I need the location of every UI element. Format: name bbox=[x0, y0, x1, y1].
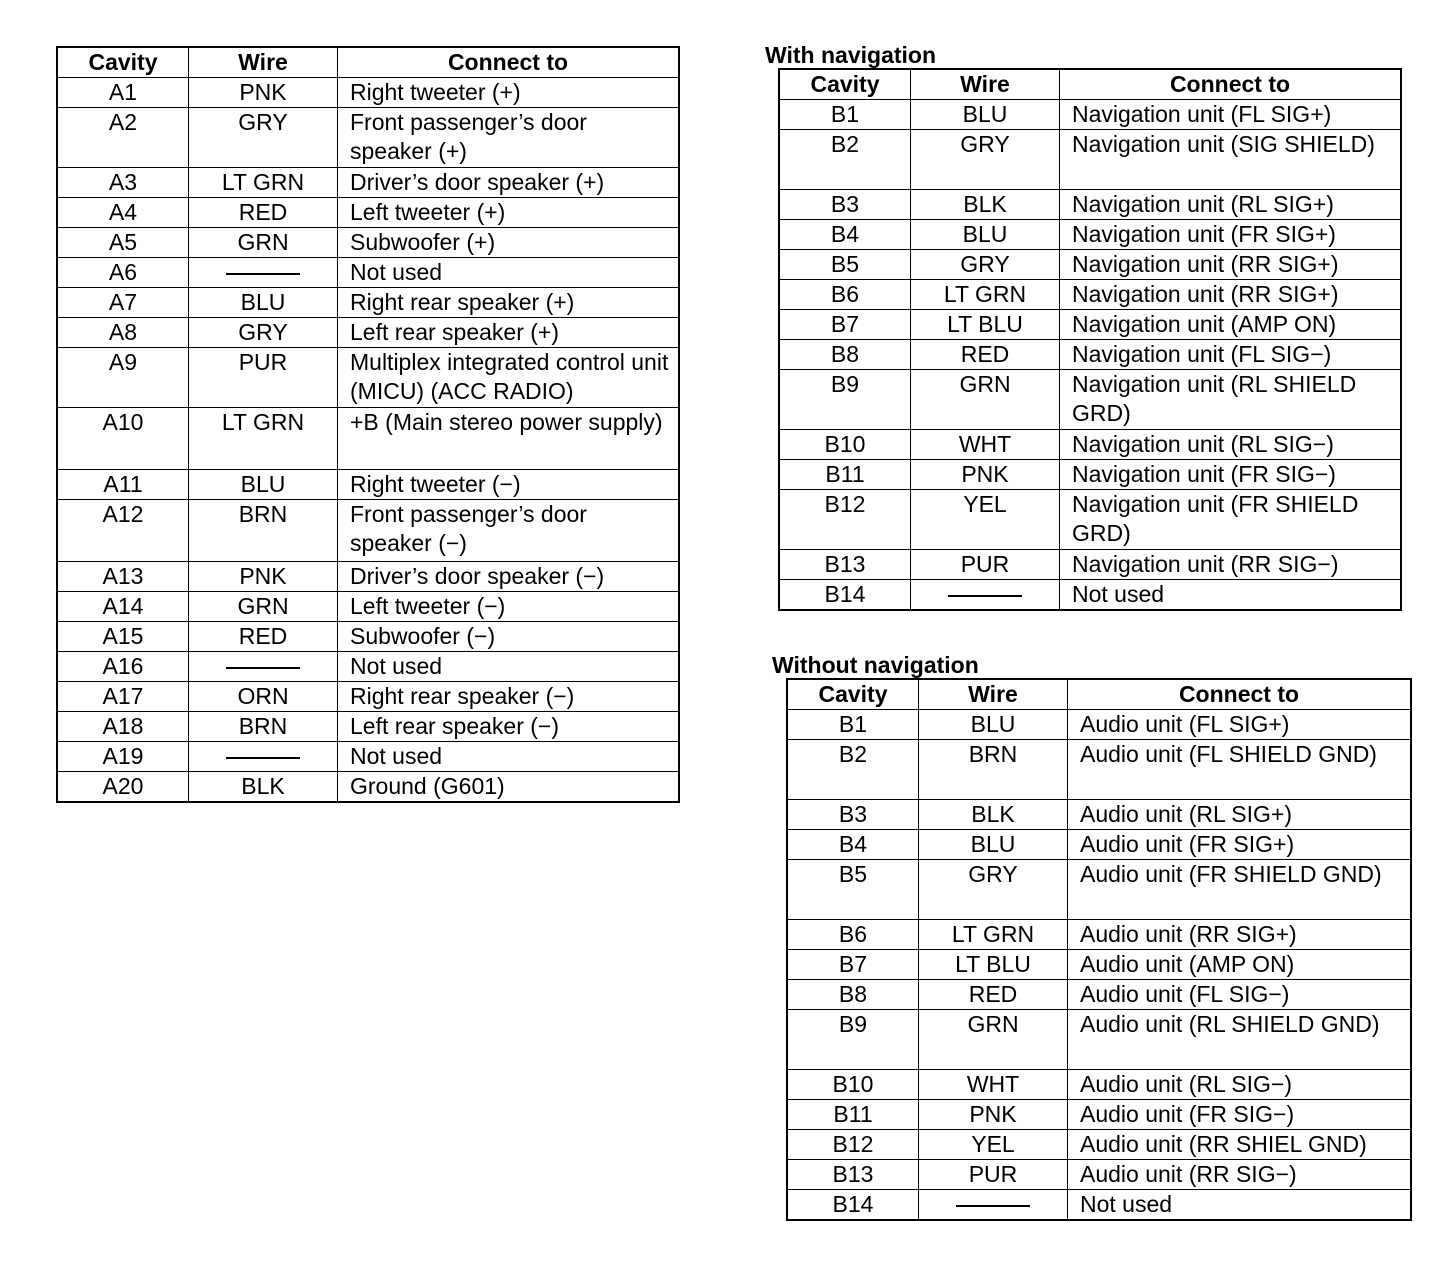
cavity-header: Cavity bbox=[57, 47, 189, 78]
wire-cell: PNK bbox=[189, 78, 338, 108]
connect-to-cell: Audio unit (FR SIG−) bbox=[1068, 1100, 1412, 1130]
connect-to-header: Connect to bbox=[338, 47, 680, 78]
wire-cell: BLK bbox=[911, 190, 1060, 220]
connect-to-cell: Left rear speaker (+) bbox=[338, 318, 680, 348]
connect-to-cell: Ground (G601) bbox=[338, 772, 680, 803]
dash-line bbox=[226, 757, 300, 759]
wire-cell: RED bbox=[189, 198, 338, 228]
wire-cell: GRY bbox=[911, 250, 1060, 280]
wire-cell: LT GRN bbox=[919, 920, 1068, 950]
wire-cell: LT BLU bbox=[919, 950, 1068, 980]
table-row bbox=[779, 220, 1401, 250]
connect-to-cell: Navigation unit (AMP ON) bbox=[1060, 310, 1402, 340]
cavity-cell: A1 bbox=[57, 78, 189, 108]
wire-cell-unused bbox=[189, 742, 338, 772]
connect-to-cell: Audio unit (RL SIG−) bbox=[1068, 1070, 1412, 1100]
cavity-cell: A13 bbox=[57, 562, 189, 592]
connect-to-cell: Driver’s door speaker (−) bbox=[338, 562, 680, 592]
cavity-cell: B1 bbox=[787, 710, 919, 740]
wire-cell: PNK bbox=[911, 460, 1060, 490]
connect-to-cell: Audio unit (AMP ON) bbox=[1068, 950, 1412, 980]
connect-to-cell: Audio unit (RL SHIELD GND) bbox=[1068, 1010, 1412, 1070]
connector-a-table bbox=[56, 46, 680, 803]
connect-to-header: Connect to bbox=[1060, 69, 1402, 100]
dash-line bbox=[226, 667, 300, 669]
connect-to-cell: Audio unit (FL SHIELD GND) bbox=[1068, 740, 1412, 800]
connect-to-cell: Right rear speaker (−) bbox=[338, 682, 680, 712]
table-row bbox=[779, 340, 1401, 370]
table-row bbox=[787, 980, 1411, 1010]
cavity-cell: A19 bbox=[57, 742, 189, 772]
table-row bbox=[787, 1190, 1411, 1221]
cavity-cell: A7 bbox=[57, 288, 189, 318]
table-row bbox=[57, 500, 679, 562]
cavity-cell: A5 bbox=[57, 228, 189, 258]
wire-cell: BLU bbox=[911, 100, 1060, 130]
wire-cell: BRN bbox=[189, 500, 338, 562]
connect-to-cell: Navigation unit (FR SHIELD GRD) bbox=[1060, 490, 1402, 550]
connect-to-cell: Not used bbox=[338, 652, 680, 682]
connect-to-cell: Navigation unit (SIG SHIELD) bbox=[1060, 130, 1402, 190]
cavity-cell: A6 bbox=[57, 258, 189, 288]
wire-cell: YEL bbox=[919, 1130, 1068, 1160]
wire-header: Wire bbox=[911, 69, 1060, 100]
connect-to-cell: Audio unit (FR SHIELD GND) bbox=[1068, 860, 1412, 920]
cavity-cell: B13 bbox=[779, 550, 911, 580]
connect-to-cell: Navigation unit (RL SHIELD GRD) bbox=[1060, 370, 1402, 430]
wire-cell: GRY bbox=[189, 108, 338, 168]
cavity-cell: A18 bbox=[57, 712, 189, 742]
wire-cell: PNK bbox=[919, 1100, 1068, 1130]
table-header-row bbox=[57, 47, 679, 78]
connect-to-cell: Audio unit (RR SHIEL GND) bbox=[1068, 1130, 1412, 1160]
connect-to-cell: Right tweeter (−) bbox=[338, 470, 680, 500]
cavity-cell: B2 bbox=[787, 740, 919, 800]
connect-to-cell: Audio unit (FR SIG+) bbox=[1068, 830, 1412, 860]
table-row bbox=[57, 682, 679, 712]
wire-cell: YEL bbox=[911, 490, 1060, 550]
table-row bbox=[57, 772, 679, 803]
wire-cell: RED bbox=[189, 622, 338, 652]
wire-cell: GRN bbox=[911, 370, 1060, 430]
wire-cell: WHT bbox=[911, 430, 1060, 460]
connect-to-cell: Right tweeter (+) bbox=[338, 78, 680, 108]
table-row bbox=[779, 280, 1401, 310]
table-row bbox=[787, 950, 1411, 980]
connect-to-header: Connect to bbox=[1068, 679, 1412, 710]
cavity-cell: A20 bbox=[57, 772, 189, 803]
connect-to-cell: Navigation unit (RL SIG+) bbox=[1060, 190, 1402, 220]
table-row bbox=[787, 740, 1411, 800]
wire-cell-unused bbox=[911, 580, 1060, 611]
cavity-cell: B12 bbox=[779, 490, 911, 550]
wire-cell-unused bbox=[189, 652, 338, 682]
wire-cell: GRN bbox=[189, 228, 338, 258]
wire-header: Wire bbox=[189, 47, 338, 78]
cavity-cell: A11 bbox=[57, 470, 189, 500]
cavity-cell: B6 bbox=[779, 280, 911, 310]
connector-b-without-navigation-table bbox=[786, 678, 1412, 1221]
wire-cell: GRY bbox=[919, 860, 1068, 920]
table-row bbox=[57, 108, 679, 168]
connect-to-cell: Left tweeter (−) bbox=[338, 592, 680, 622]
wire-cell: GRN bbox=[189, 592, 338, 622]
connect-to-cell: Navigation unit (RR SIG+) bbox=[1060, 250, 1402, 280]
table-row bbox=[787, 710, 1411, 740]
table-header-row bbox=[787, 679, 1411, 710]
connect-to-cell: Navigation unit (FL SIG−) bbox=[1060, 340, 1402, 370]
cavity-cell: B3 bbox=[779, 190, 911, 220]
wire-cell: PUR bbox=[911, 550, 1060, 580]
cavity-cell: B9 bbox=[779, 370, 911, 430]
connect-to-cell: Multiplex integrated control unit (MICU) (ACC RADIO) bbox=[338, 348, 680, 408]
table-row bbox=[787, 1160, 1411, 1190]
cavity-cell: B7 bbox=[787, 950, 919, 980]
cavity-cell: A15 bbox=[57, 622, 189, 652]
table-row bbox=[57, 78, 679, 108]
connect-to-cell: Navigation unit (RL SIG−) bbox=[1060, 430, 1402, 460]
table-row bbox=[779, 370, 1401, 430]
connect-to-cell: Subwoofer (+) bbox=[338, 228, 680, 258]
table-row bbox=[787, 830, 1411, 860]
cavity-cell: B9 bbox=[787, 1010, 919, 1070]
wire-cell: LT GRN bbox=[189, 168, 338, 198]
cavity-cell: A16 bbox=[57, 652, 189, 682]
table-row bbox=[57, 742, 679, 772]
connect-to-cell: Navigation unit (RR SIG−) bbox=[1060, 550, 1402, 580]
connect-to-cell: Not used bbox=[338, 742, 680, 772]
cavity-cell: B14 bbox=[779, 580, 911, 611]
connect-to-cell: +B (Main stereo power supply) bbox=[338, 408, 680, 470]
without-navigation-title: Without navigation bbox=[772, 652, 979, 678]
wire-cell: PUR bbox=[919, 1160, 1068, 1190]
cavity-cell: B5 bbox=[779, 250, 911, 280]
cavity-cell: A12 bbox=[57, 500, 189, 562]
connect-to-cell: Left tweeter (+) bbox=[338, 198, 680, 228]
wire-cell: PNK bbox=[189, 562, 338, 592]
wire-cell-unused bbox=[189, 258, 338, 288]
wire-cell: RED bbox=[911, 340, 1060, 370]
table-row bbox=[787, 1100, 1411, 1130]
table-row bbox=[779, 490, 1401, 550]
connect-to-cell: Not used bbox=[1060, 580, 1402, 611]
wire-cell: GRY bbox=[911, 130, 1060, 190]
wire-cell: BLU bbox=[189, 288, 338, 318]
connect-to-cell: Front passenger’s door speaker (−) bbox=[338, 500, 680, 562]
table-row bbox=[57, 652, 679, 682]
connect-to-cell: Audio unit (RR SIG+) bbox=[1068, 920, 1412, 950]
table-row bbox=[787, 920, 1411, 950]
table-row bbox=[787, 1130, 1411, 1160]
connect-to-cell: Not used bbox=[1068, 1190, 1412, 1221]
cavity-cell: B4 bbox=[779, 220, 911, 250]
connect-to-cell: Audio unit (RR SIG−) bbox=[1068, 1160, 1412, 1190]
table-row bbox=[779, 580, 1401, 611]
connect-to-cell: Driver’s door speaker (+) bbox=[338, 168, 680, 198]
table-row bbox=[57, 592, 679, 622]
cavity-cell: B3 bbox=[787, 800, 919, 830]
wire-cell-unused bbox=[919, 1190, 1068, 1221]
connect-to-cell: Left rear speaker (−) bbox=[338, 712, 680, 742]
table-row bbox=[779, 310, 1401, 340]
wire-cell: RED bbox=[919, 980, 1068, 1010]
connect-to-cell: Navigation unit (FR SIG−) bbox=[1060, 460, 1402, 490]
connect-to-cell: Subwoofer (−) bbox=[338, 622, 680, 652]
cavity-cell: B8 bbox=[787, 980, 919, 1010]
cavity-cell: B10 bbox=[779, 430, 911, 460]
wire-header: Wire bbox=[919, 679, 1068, 710]
with-navigation-title: With navigation bbox=[765, 42, 937, 68]
table-row bbox=[779, 550, 1401, 580]
table-row bbox=[57, 228, 679, 258]
table-row bbox=[787, 860, 1411, 920]
cavity-header: Cavity bbox=[787, 679, 919, 710]
cavity-cell: A9 bbox=[57, 348, 189, 408]
cavity-cell: B12 bbox=[787, 1130, 919, 1160]
table-row bbox=[787, 1070, 1411, 1100]
table-row bbox=[57, 622, 679, 652]
table-row bbox=[57, 168, 679, 198]
cavity-cell: B10 bbox=[787, 1070, 919, 1100]
table-row bbox=[57, 712, 679, 742]
cavity-cell: B1 bbox=[779, 100, 911, 130]
cavity-cell: B8 bbox=[779, 340, 911, 370]
connect-to-cell: Right rear speaker (+) bbox=[338, 288, 680, 318]
wire-cell: PUR bbox=[189, 348, 338, 408]
table-row bbox=[57, 408, 679, 470]
cavity-cell: B5 bbox=[787, 860, 919, 920]
connect-to-cell: Navigation unit (FL SIG+) bbox=[1060, 100, 1402, 130]
wire-cell: BLK bbox=[189, 772, 338, 803]
table-row bbox=[57, 318, 679, 348]
wire-cell: LT GRN bbox=[189, 408, 338, 470]
table-row bbox=[57, 470, 679, 500]
table-row bbox=[57, 198, 679, 228]
cavity-cell: A14 bbox=[57, 592, 189, 622]
wire-cell: LT GRN bbox=[911, 280, 1060, 310]
cavity-cell: B2 bbox=[779, 130, 911, 190]
wire-cell: BLK bbox=[919, 800, 1068, 830]
wire-cell: BLU bbox=[919, 830, 1068, 860]
dash-line bbox=[956, 1205, 1030, 1207]
wire-cell: BLU bbox=[911, 220, 1060, 250]
table-row bbox=[779, 100, 1401, 130]
table-header-row bbox=[779, 69, 1401, 100]
table-row bbox=[779, 250, 1401, 280]
wire-cell: BRN bbox=[919, 740, 1068, 800]
connect-to-cell: Navigation unit (RR SIG+) bbox=[1060, 280, 1402, 310]
connect-to-cell: Audio unit (FL SIG+) bbox=[1068, 710, 1412, 740]
table-row bbox=[57, 258, 679, 288]
table-row bbox=[787, 800, 1411, 830]
cavity-cell: B6 bbox=[787, 920, 919, 950]
dash-line bbox=[226, 273, 300, 275]
cavity-cell: A17 bbox=[57, 682, 189, 712]
connect-to-cell: Audio unit (RL SIG+) bbox=[1068, 800, 1412, 830]
table-row bbox=[57, 562, 679, 592]
table-row bbox=[779, 460, 1401, 490]
cavity-cell: A10 bbox=[57, 408, 189, 470]
cavity-cell: B11 bbox=[779, 460, 911, 490]
wire-cell: BLU bbox=[189, 470, 338, 500]
table-row bbox=[779, 190, 1401, 220]
connect-to-cell: Audio unit (FL SIG−) bbox=[1068, 980, 1412, 1010]
cavity-cell: B14 bbox=[787, 1190, 919, 1221]
wire-cell: BLU bbox=[919, 710, 1068, 740]
table-row bbox=[57, 288, 679, 318]
wire-cell: GRN bbox=[919, 1010, 1068, 1070]
cavity-cell: B11 bbox=[787, 1100, 919, 1130]
table-row bbox=[779, 130, 1401, 190]
cavity-cell: B4 bbox=[787, 830, 919, 860]
cavity-cell: A2 bbox=[57, 108, 189, 168]
dash-line bbox=[948, 595, 1022, 597]
wire-cell: WHT bbox=[919, 1070, 1068, 1100]
cavity-cell: A4 bbox=[57, 198, 189, 228]
cavity-cell: B7 bbox=[779, 310, 911, 340]
connector-b-with-navigation-table bbox=[778, 68, 1402, 611]
cavity-header: Cavity bbox=[779, 69, 911, 100]
connect-to-cell: Not used bbox=[338, 258, 680, 288]
cavity-cell: B13 bbox=[787, 1160, 919, 1190]
cavity-cell: A8 bbox=[57, 318, 189, 348]
wire-cell: BRN bbox=[189, 712, 338, 742]
wire-cell: LT BLU bbox=[911, 310, 1060, 340]
cavity-cell: A3 bbox=[57, 168, 189, 198]
connect-to-cell: Navigation unit (FR SIG+) bbox=[1060, 220, 1402, 250]
table-row bbox=[57, 348, 679, 408]
wire-cell: GRY bbox=[189, 318, 338, 348]
table-row bbox=[779, 430, 1401, 460]
wire-cell: ORN bbox=[189, 682, 338, 712]
connect-to-cell: Front passenger’s door speaker (+) bbox=[338, 108, 680, 168]
table-row bbox=[787, 1010, 1411, 1070]
